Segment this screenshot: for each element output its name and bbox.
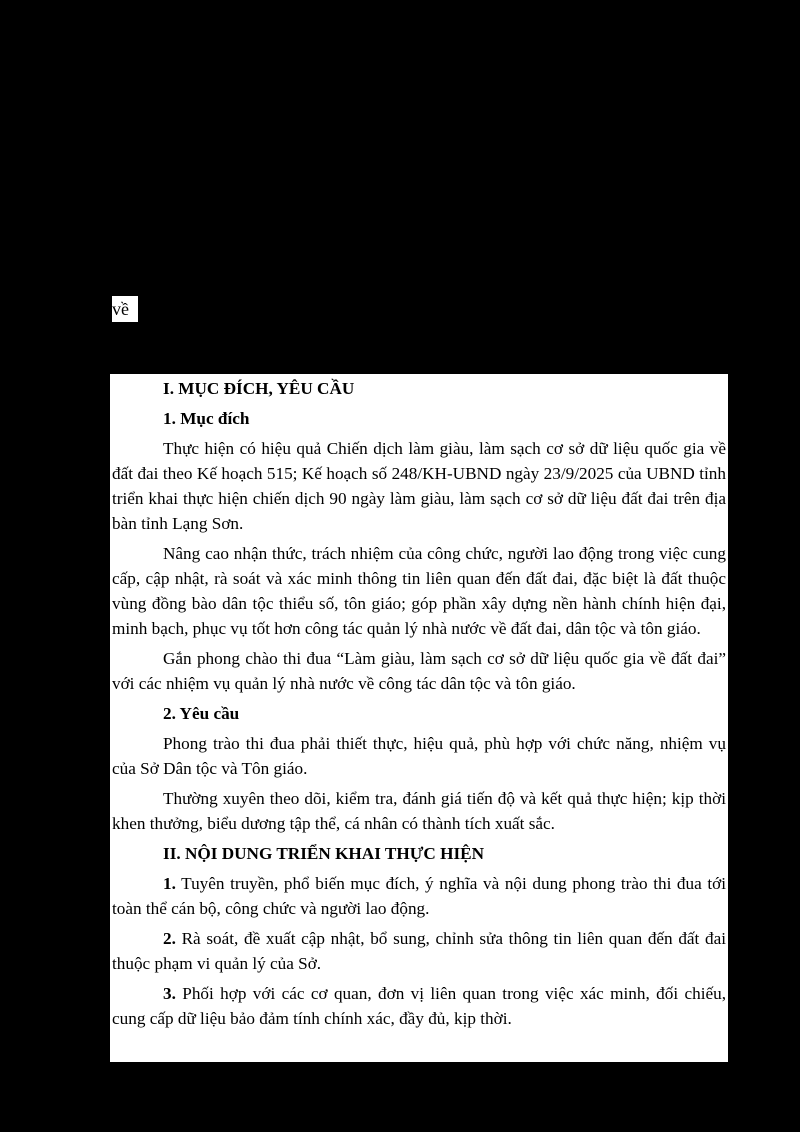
- list-item: [112, 926, 726, 976]
- list-item: [112, 981, 726, 1031]
- item-text: Phối hợp với các cơ quan, đơn vị liên quan trong việc xác minh, đối chiếu, cung cấp dữ liệu bảo đảm tính chính xác, đầy đủ, kịp thời.: [112, 984, 727, 1028]
- paragraph: Phong trào thi đua phải thiết thực, hiệu quả, phù hợp với chức năng, nhiệm vụ của Sở Dân tộc và Tôn giáo.: [112, 734, 726, 778]
- paragraph: Gắn phong chào thi đua “Làm giàu, làm sạch cơ sở dữ liệu quốc gia về đất đai” với các nhiệm vụ quản lý nhà nước về công tác dân tộc và tôn giáo.: [112, 649, 726, 693]
- paragraph: Nâng cao nhận thức, trách nhiệm của công chức, người lao động trong việc cung cấp, cập nhật, rà soát và xác minh thông tin liên quan đến đất đai, đặc biệt là đất thuộc vùng đồng bào dân tộc thiểu số, tôn giáo; góp phần xây dựng nền hành chính hiện đại, minh bạch, phục vụ tốt hơn công tác quản lý nhà nước về đất đai, dân tộc và tôn giáo.: [112, 544, 726, 638]
- item-text: Tuyên truyền, phổ biến mục đích, ý nghĩa và nội dung phong trào thi đua tới toàn thể cán bộ, công chức và người lao động.: [112, 874, 726, 918]
- paragraph: Thường xuyên theo dõi, kiểm tra, đánh giá tiến độ và kết quả thực hiện; kịp thời khen thưởng, biểu dương tập thể, cá nhân có thành tích xuất sắc.: [112, 789, 726, 833]
- item-number: 1.: [163, 874, 176, 893]
- item-number: 3.: [163, 984, 176, 1003]
- text-fragment: về: [112, 296, 138, 322]
- paragraph: Thực hiện có hiệu quả Chiến dịch làm giàu, làm sạch cơ sở dữ liệu quốc gia về đất đai theo Kế hoạch 515; Kế hoạch số 248/KH-UBND ngày 23/9/2025 của UBND tỉnh triển khai thực hiện chiến dịch 90 ngày làm giàu, làm sạch cơ sở dữ liệu đất đai trên địa bàn tỉnh Lạng Sơn.: [112, 439, 726, 533]
- item-text: Rà soát, đề xuất cập nhật, bổ sung, chỉnh sửa thông tin liên quan đến đất đai thuộc phạm vi quản lý của Sở.: [112, 929, 726, 973]
- section-heading-1: I. MỤC ĐÍCH, YÊU CẦU: [163, 379, 355, 398]
- subsection-heading-requirements: 2. Yêu cầu: [163, 704, 240, 723]
- item-number: 2.: [163, 929, 176, 948]
- document-page: [110, 374, 728, 1062]
- list-item: [112, 871, 726, 921]
- section-heading-2: II. NỘI DUNG TRIỂN KHAI THỰC HIỆN: [163, 844, 485, 863]
- subsection-heading-purpose: 1. Mục đích: [163, 409, 250, 428]
